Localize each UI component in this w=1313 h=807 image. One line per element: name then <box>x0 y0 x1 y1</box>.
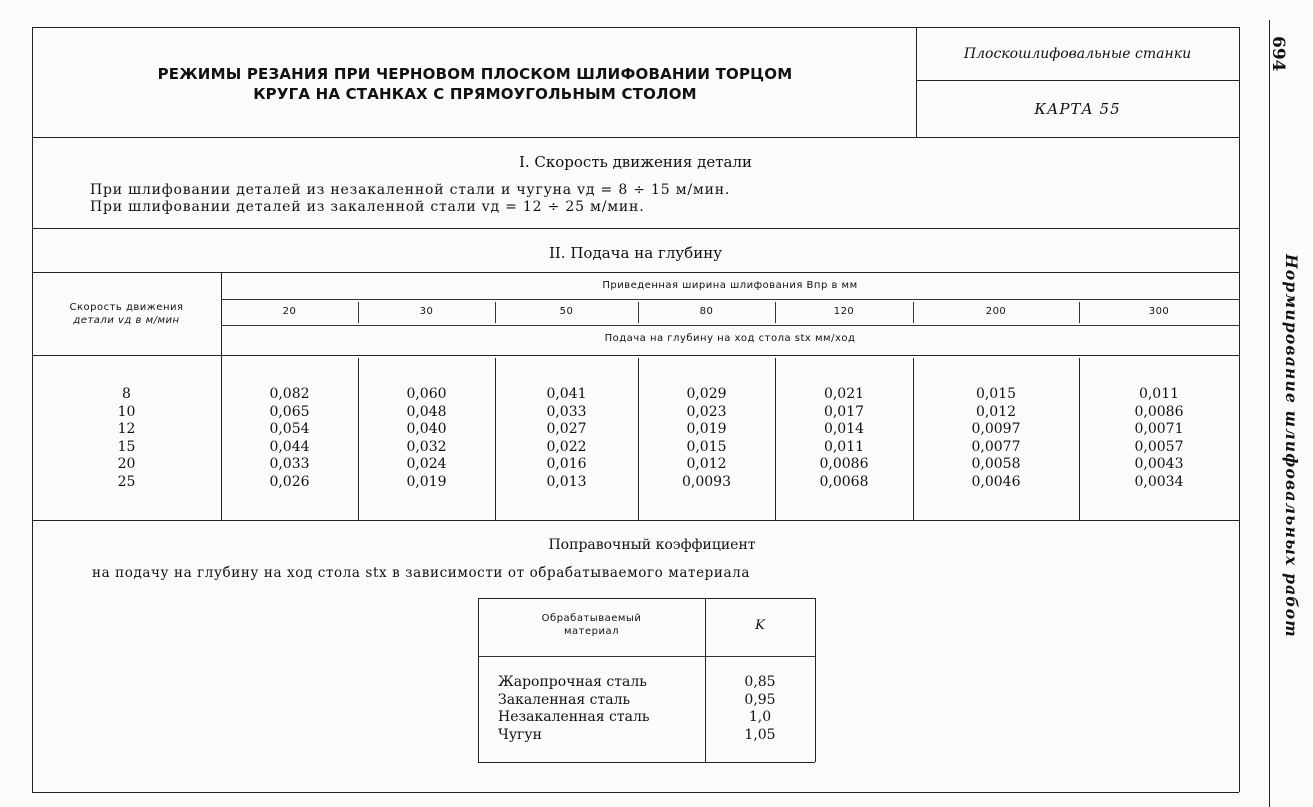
width-value: 80 <box>699 306 714 317</box>
feed-cell: 0,044 <box>269 438 310 455</box>
speed-value: 8 <box>122 386 131 402</box>
width-value: 300 <box>1148 306 1170 317</box>
feed-cell: 0,033 <box>269 456 310 472</box>
feed-column <box>358 386 495 491</box>
header-card-line <box>916 80 1239 81</box>
width-value: 50 <box>559 306 574 317</box>
section-1-bottom-line <box>32 228 1239 229</box>
speed-values <box>32 386 221 491</box>
width-values-line <box>221 325 1239 326</box>
feed-column <box>913 386 1079 491</box>
speed-header-line-2: детали vд в м/мин <box>73 315 180 326</box>
feed-cell: 0,0097 <box>971 421 1021 437</box>
speed-value: 12 <box>117 421 136 437</box>
feed-cell: 0,012 <box>686 456 727 472</box>
feed-cell: 0,024 <box>406 456 447 472</box>
feed-cell: 0,0046 <box>971 473 1021 490</box>
page-title <box>40 64 910 104</box>
speed-header-line-1: Скорость движения <box>69 302 184 313</box>
k-value: 1,0 <box>748 709 772 725</box>
width-value: 20 <box>282 306 297 317</box>
feed-cell: 0,014 <box>823 421 865 437</box>
feed-cell: 0,012 <box>975 403 1017 420</box>
feed-column <box>1079 386 1239 491</box>
feed-cell: 0,0086 <box>819 456 869 472</box>
speed-value: 10 <box>117 403 136 420</box>
feed-cell: 0,0093 <box>682 473 731 490</box>
ktable-k-values <box>705 674 815 744</box>
material-name: Закаленная сталь <box>498 691 631 708</box>
feed-cell: 0,032 <box>406 438 447 455</box>
k-value: 1,05 <box>744 726 776 743</box>
feed-cell: 0,060 <box>406 386 447 402</box>
feed-cell: 0,019 <box>686 421 727 437</box>
feed-cell: 0,0077 <box>971 438 1021 455</box>
feed-cell: 0,011 <box>1138 386 1180 402</box>
material-header-line-2: материал <box>563 626 619 637</box>
feed-cell: 0,0071 <box>1134 421 1184 437</box>
speed-value: 20 <box>117 456 136 472</box>
material-name: Чугун <box>498 726 542 743</box>
ktable-k-header: K <box>755 618 765 633</box>
feed-cell: 0,048 <box>406 403 447 420</box>
feed-cell: 0,0034 <box>1134 473 1184 490</box>
feed-cell: 0,0068 <box>819 473 869 490</box>
margin-line <box>1269 20 1270 807</box>
feed-cell: 0,027 <box>546 421 587 437</box>
feed-cell: 0,026 <box>269 473 310 490</box>
section-1-line-1: При шлифовании деталей из незакаленной стали и чугуна vд = 8 ÷ 15 м/мин. <box>90 182 731 198</box>
correction-subheading: на подачу на глубину на ход стола stx в зависимости от обрабатываемого материала <box>92 565 750 581</box>
ktable-top-line <box>478 598 815 599</box>
width-value: 30 <box>419 306 434 317</box>
side-running-title: Нормирование шлифовальных работ <box>1282 254 1301 638</box>
feed-cell: 0,023 <box>686 403 727 420</box>
feed-cell: 0,013 <box>546 473 587 490</box>
feed-header: Подача на глубину на ход стола stx мм/ход <box>604 333 856 344</box>
width-value: 200 <box>985 306 1007 317</box>
feed-cell: 0,022 <box>546 438 587 455</box>
section-1-heading: I. Скорость движения детали <box>518 153 753 171</box>
feed-cell: 0,0043 <box>1134 456 1184 472</box>
feed-column <box>221 386 358 491</box>
card-number: КАРТА 55 <box>1034 100 1121 118</box>
feed-cell: 0,029 <box>686 386 727 402</box>
ktable-right-line <box>815 598 816 762</box>
frame-right-line <box>1239 27 1240 792</box>
frame-bottom-line <box>32 792 1239 793</box>
feed-cell: 0,040 <box>406 421 447 437</box>
width-header: Приведенная ширина шлифования Bпр в мм <box>602 280 858 291</box>
page-number: 694 <box>1268 36 1288 72</box>
feed-cell: 0,019 <box>406 473 447 490</box>
material-name: Жаропрочная сталь <box>498 674 647 690</box>
feed-cell: 0,0086 <box>1134 403 1184 420</box>
material-name: Незакаленная сталь <box>498 709 650 725</box>
feed-cell: 0,065 <box>269 403 310 420</box>
feed-cell: 0,082 <box>269 386 310 402</box>
feed-cell: 0,054 <box>269 421 310 437</box>
feed-cell: 0,021 <box>823 386 865 402</box>
frame-top-line <box>32 27 1239 28</box>
k-value: 0,85 <box>744 674 776 690</box>
width-value: 120 <box>833 306 855 317</box>
feed-cell: 0,017 <box>823 403 865 420</box>
width-header-line <box>221 299 1239 300</box>
header-divider <box>916 27 917 137</box>
title-line-1: РЕЖИМЫ РЕЗАНИЯ ПРИ ЧЕРНОВОМ ПЛОСКОМ ШЛИФОВАНИИ ТОРЦОМ <box>157 65 793 83</box>
feed-cell: 0,016 <box>546 456 587 472</box>
correction-heading: Поправочный коэффициент <box>548 537 756 553</box>
feed-cell: 0,0057 <box>1134 438 1184 455</box>
speed-column-header <box>32 301 221 327</box>
speed-value: 15 <box>117 438 136 455</box>
machine-type: Плоскошлифовальные станки <box>963 46 1192 62</box>
feed-cell: 0,033 <box>546 403 587 420</box>
k-value: 0,95 <box>744 691 776 708</box>
feed-cell: 0,0058 <box>971 456 1021 472</box>
feed-column <box>495 386 638 491</box>
table-top-line <box>32 272 1239 273</box>
speed-value: 25 <box>117 473 136 490</box>
section-2-heading: II. Подача на глубину <box>548 244 723 262</box>
material-header-line-1: Обрабатываемый <box>541 613 642 624</box>
feed-cell: 0,015 <box>975 386 1017 402</box>
feed-cell: 0,015 <box>686 438 727 455</box>
feed-column <box>638 386 775 491</box>
title-line-2: КРУГА НА СТАНКАХ С ПРЯМОУГОЛЬНЫМ СТОЛОМ <box>253 85 697 103</box>
feed-cell: 0,011 <box>823 438 865 455</box>
header-bottom-line <box>32 137 1239 138</box>
feed-cell: 0,041 <box>546 386 587 402</box>
ktable-bottom-line <box>478 762 815 763</box>
table-bottom-line <box>32 520 1239 521</box>
section-1-line-2: При шлифовании деталей из закаленной стали vд = 12 ÷ 25 м/мин. <box>90 199 645 215</box>
feed-column <box>775 386 913 491</box>
ktable-materials <box>498 674 703 744</box>
table-head-bottom-line <box>32 355 1239 356</box>
ktable-material-header <box>478 612 705 638</box>
ktable-head-line <box>478 656 815 657</box>
